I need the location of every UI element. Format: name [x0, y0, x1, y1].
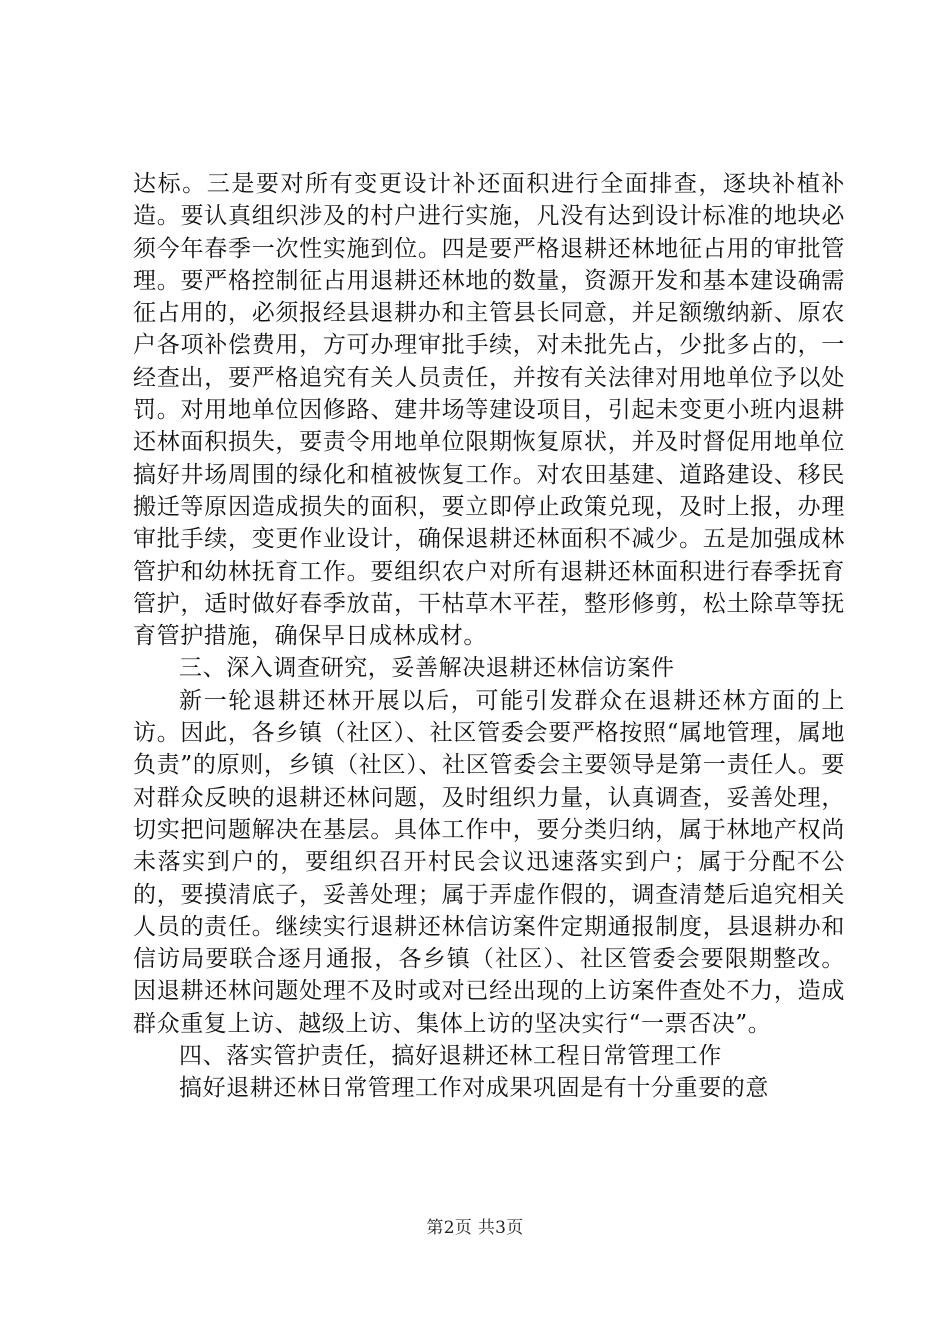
- page-total: 共3页: [477, 1218, 524, 1238]
- section-heading-three: 三、深入调查研究，妥善解决退耕还林信访案件: [179, 655, 675, 682]
- section-heading-four: 四、落实管护责任，搞好退耕还林工程日常管理工作: [179, 1043, 722, 1070]
- paragraph-continuation: 达标。三是要对所有变更设计补还面积进行全面排查，逐块补植补造。要认真组织涉及的村户进行实施，凡没有达到设计标准的地块必须今年春季一次性实施到位。四是要严格退耕还林地征占用的审批管理。要严格控制征占用退耕还林地的数量，资源开发和基本建设确需征占用的，必须报经县退耕办和主管县长同意，并足额缴纳新、原农户各项补偿费用，方可办理审批手续，对未批先占，少批多占的，一经查出，要严格追究有关人员责任，并按有关法律对用地单位予以处罚。对用地单位因修路、建井场等建设项目，引起未变更小班内退耕还林面积损失，要责令用地单位限期恢复原状，并及时督促用地单位搞好井场周围的绿化和植被恢复工作。对农田基建、道路建设、移民搬迁等原因造成损失的面积，要立即停止政策兑现，及时上报，办理审批手续，变更作业设计，确保退耕还林面积不减少。五是加强成林管护和幼林抚育工作。要组织农户对所有退耕还林面积进行春季抚育管护，适时做好春季放苗，干枯草木平茬，整形修剪，松土除草等抚育管护措施，确保早日成林成材。: [133, 171, 845, 650]
- paragraph-daily-management: 搞好退耕还林日常管理工作对成果巩固是有十分重要的意: [179, 1075, 769, 1102]
- page-footer: [0, 1213, 950, 1238]
- page-number: 第2页: [426, 1218, 473, 1238]
- paragraph-petition-handling: 新一轮退耕还林开展以后，可能引发群众在退耕还林方面的上访。因此，各乡镇（社区）、社区管委会要严格按照“属地管理，属地负责”的原则，乡镇（社区）、社区管委会主要领导是第一责任人。要对群众反映的退耕还林问题，及时组织力量，认真调查，妥善处理，切实把问题解决在基层。具体工作中，要分类归纳，属于林地产权尚未落实到户的，要组织召开村民会议迅速落实到户；属于分配不公的，要摸清底子，妥善处理；属于弄虚作假的，调查清楚后追究相关人员的责任。继续实行退耕还林信访案件定期通报制度，县退耕办和信访局要联合逐月通报，各乡镇（社区）、社区管委会要限期整改。因退耕还林问题处理不及时或对已经出现的上访案件查处不力，造成群众重复上访、越级上访、集体上访的坚决实行“一票否决”。: [133, 687, 845, 1037]
- document-body: [133, 168, 845, 1105]
